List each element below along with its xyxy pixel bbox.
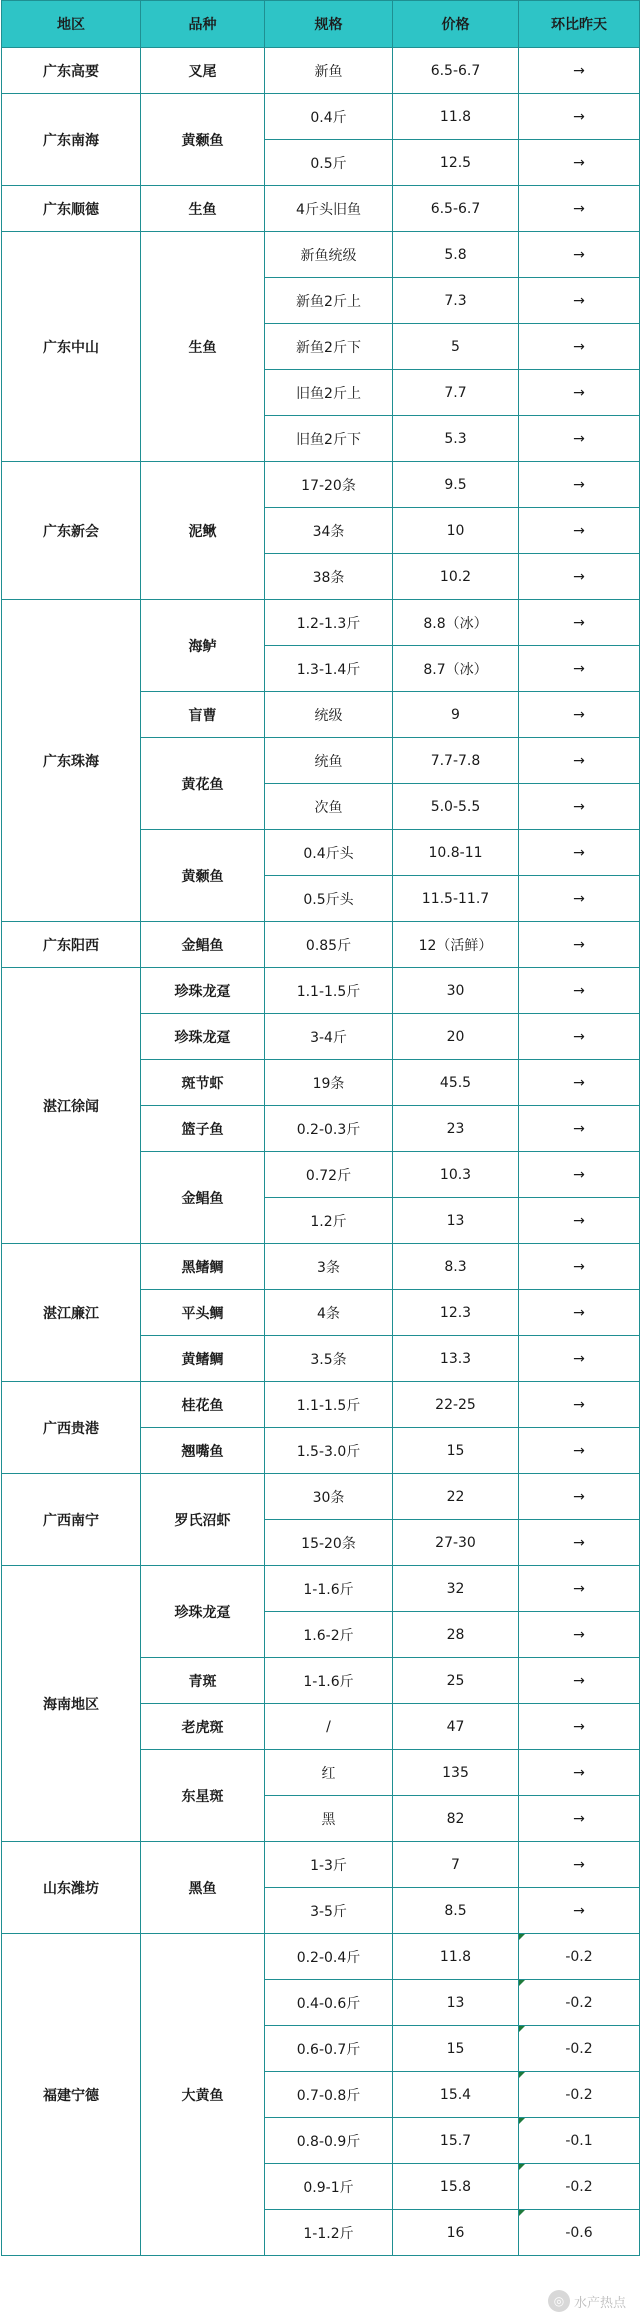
price-cell: 23 (393, 1106, 519, 1152)
species-cell: 黑鱼 (141, 1842, 265, 1934)
table-row (2, 1244, 640, 1290)
price-cell: 11.8 (393, 94, 519, 140)
species-cell: 生鱼 (141, 186, 265, 232)
price-cell: 22 (393, 1474, 519, 1520)
species-cell: 斑节虾 (141, 1060, 265, 1106)
change-cell: → (519, 600, 640, 646)
change-cell: → (519, 48, 640, 94)
price-cell: 7.7-7.8 (393, 738, 519, 784)
species-cell: 叉尾 (141, 48, 265, 94)
change-cell: → (519, 94, 640, 140)
table-row (2, 94, 640, 140)
spec-cell: 0.85斤 (265, 922, 393, 968)
change-cell: → (519, 554, 640, 600)
change-cell: → (519, 1244, 640, 1290)
change-cell: → (519, 1106, 640, 1152)
price-cell: 5.3 (393, 416, 519, 462)
spec-cell: 1.2-1.3斤 (265, 600, 393, 646)
species-cell: 青斑 (141, 1658, 265, 1704)
change-cell: → (519, 1520, 640, 1566)
region-cell: 广东顺德 (2, 186, 141, 232)
spec-cell: 17-20条 (265, 462, 393, 508)
price-cell: 82 (393, 1796, 519, 1842)
price-cell: 135 (393, 1750, 519, 1796)
table-row (2, 1842, 640, 1888)
change-cell: → (519, 324, 640, 370)
species-cell: 罗氏沼虾 (141, 1474, 265, 1566)
species-cell: 生鱼 (141, 232, 265, 462)
change-cell: -0.2 (519, 2164, 640, 2210)
spec-cell: 0.6-0.7斤 (265, 2026, 393, 2072)
region-cell: 海南地区 (2, 1566, 141, 1842)
table-row (2, 968, 640, 1014)
spec-cell: 0.8-0.9斤 (265, 2118, 393, 2164)
price-cell: 5.8 (393, 232, 519, 278)
watermark (548, 2290, 626, 2312)
spec-cell: 3.5条 (265, 1336, 393, 1382)
spec-cell: 0.2-0.4斤 (265, 1934, 393, 1980)
species-cell: 桂花鱼 (141, 1382, 265, 1428)
price-cell: 15.8 (393, 2164, 519, 2210)
species-cell: 珍珠龙趸 (141, 1014, 265, 1060)
price-cell: 12（活鲜） (393, 922, 519, 968)
change-cell: → (519, 1704, 640, 1750)
wechat-icon: ◎ (548, 2290, 570, 2312)
price-cell: 6.5-6.7 (393, 48, 519, 94)
price-cell: 20 (393, 1014, 519, 1060)
price-cell: 5.0-5.5 (393, 784, 519, 830)
spec-cell: 3-4斤 (265, 1014, 393, 1060)
price-cell: 10 (393, 508, 519, 554)
species-cell: 黄颡鱼 (141, 830, 265, 922)
spec-cell: 19条 (265, 1060, 393, 1106)
spec-cell: 旧鱼2斤下 (265, 416, 393, 462)
species-cell: 泥鳅 (141, 462, 265, 600)
price-table (1, 0, 640, 2256)
species-cell: 篮子鱼 (141, 1106, 265, 1152)
spec-cell: 0.2-0.3斤 (265, 1106, 393, 1152)
header-spec: 规格 (265, 1, 393, 48)
change-cell: → (519, 1152, 640, 1198)
table-row (2, 1934, 640, 1980)
header-species: 品种 (141, 1, 265, 48)
change-cell: → (519, 646, 640, 692)
spec-cell: 1.6-2斤 (265, 1612, 393, 1658)
change-cell: → (519, 370, 640, 416)
header-change: 环比昨天 (519, 1, 640, 48)
spec-cell: 新鱼2斤上 (265, 278, 393, 324)
spec-cell: 1.2斤 (265, 1198, 393, 1244)
spec-cell: 3条 (265, 1244, 393, 1290)
region-cell: 广东珠海 (2, 600, 141, 922)
price-cell: 32 (393, 1566, 519, 1612)
region-cell: 广西贵港 (2, 1382, 141, 1474)
spec-cell: 1.1-1.5斤 (265, 968, 393, 1014)
price-cell: 10.3 (393, 1152, 519, 1198)
change-cell: → (519, 830, 640, 876)
price-cell: 7 (393, 1842, 519, 1888)
species-cell: 老虎斑 (141, 1704, 265, 1750)
change-cell: → (519, 508, 640, 554)
change-cell: → (519, 1658, 640, 1704)
species-cell: 金鲳鱼 (141, 922, 265, 968)
price-cell: 12.5 (393, 140, 519, 186)
species-cell: 黄花鱼 (141, 738, 265, 830)
price-cell: 13 (393, 1980, 519, 2026)
price-cell: 8.5 (393, 1888, 519, 1934)
species-cell: 海鲈 (141, 600, 265, 692)
spec-cell: 38条 (265, 554, 393, 600)
header-region: 地区 (2, 1, 141, 48)
price-cell: 13.3 (393, 1336, 519, 1382)
change-cell: → (519, 1382, 640, 1428)
price-cell: 15.4 (393, 2072, 519, 2118)
table-row (2, 48, 640, 94)
price-cell: 10.8-11 (393, 830, 519, 876)
change-cell: → (519, 186, 640, 232)
region-cell: 广西南宁 (2, 1474, 141, 1566)
change-cell: -0.2 (519, 1934, 640, 1980)
price-cell: 8.8（冰） (393, 600, 519, 646)
price-cell: 16 (393, 2210, 519, 2256)
change-cell: -0.2 (519, 2072, 640, 2118)
price-cell: 28 (393, 1612, 519, 1658)
table-row (2, 1474, 640, 1520)
price-cell: 15 (393, 2026, 519, 2072)
price-cell: 45.5 (393, 1060, 519, 1106)
price-cell: 9 (393, 692, 519, 738)
table-row (2, 600, 640, 646)
change-cell: → (519, 968, 640, 1014)
spec-cell: 1.1-1.5斤 (265, 1382, 393, 1428)
price-cell: 6.5-6.7 (393, 186, 519, 232)
price-cell: 8.7（冰） (393, 646, 519, 692)
spec-cell: 1.5-3.0斤 (265, 1428, 393, 1474)
region-cell: 广东中山 (2, 232, 141, 462)
change-cell: → (519, 416, 640, 462)
species-cell: 黄鳍鲷 (141, 1336, 265, 1382)
region-cell: 湛江徐闻 (2, 968, 141, 1244)
watermark-text: 水产热点 (573, 2295, 626, 2311)
change-cell: → (519, 1612, 640, 1658)
change-cell: → (519, 1290, 640, 1336)
species-cell: 大黄鱼 (141, 1934, 265, 2256)
price-cell: 10.2 (393, 554, 519, 600)
change-cell: → (519, 1014, 640, 1060)
species-cell: 珍珠龙趸 (141, 968, 265, 1014)
change-cell: → (519, 1428, 640, 1474)
spec-cell: 0.72斤 (265, 1152, 393, 1198)
change-cell: → (519, 462, 640, 508)
region-cell: 广东阳西 (2, 922, 141, 968)
spec-cell: 1.3-1.4斤 (265, 646, 393, 692)
spec-cell: 30条 (265, 1474, 393, 1520)
price-cell: 13 (393, 1198, 519, 1244)
price-cell: 30 (393, 968, 519, 1014)
price-cell: 5 (393, 324, 519, 370)
price-cell: 15 (393, 1428, 519, 1474)
spec-cell: 0.9-1斤 (265, 2164, 393, 2210)
species-cell: 珍珠龙趸 (141, 1566, 265, 1658)
species-cell: 翘嘴鱼 (141, 1428, 265, 1474)
region-cell: 山东潍坊 (2, 1842, 141, 1934)
spec-cell: 4斤头旧鱼 (265, 186, 393, 232)
table-row (2, 186, 640, 232)
spec-cell: 3-5斤 (265, 1888, 393, 1934)
table-row (2, 462, 640, 508)
price-cell: 9.5 (393, 462, 519, 508)
spec-cell: 统级 (265, 692, 393, 738)
table-row (2, 1566, 640, 1612)
spec-cell: 黑 (265, 1796, 393, 1842)
price-cell: 12.3 (393, 1290, 519, 1336)
species-cell: 平头鲷 (141, 1290, 265, 1336)
change-cell: → (519, 1842, 640, 1888)
table-row (2, 232, 640, 278)
change-cell: → (519, 876, 640, 922)
spec-cell: 新鱼统级 (265, 232, 393, 278)
region-cell: 广东高要 (2, 48, 141, 94)
spec-cell: 0.4斤头 (265, 830, 393, 876)
price-cell: 11.5-11.7 (393, 876, 519, 922)
species-cell: 东星斑 (141, 1750, 265, 1842)
spec-cell: 1-1.2斤 (265, 2210, 393, 2256)
change-cell: → (519, 784, 640, 830)
species-cell: 盲曹 (141, 692, 265, 738)
spec-cell: 0.5斤 (265, 140, 393, 186)
spec-cell: 0.4斤 (265, 94, 393, 140)
change-cell: → (519, 278, 640, 324)
price-cell: 15.7 (393, 2118, 519, 2164)
change-cell: -0.2 (519, 1980, 640, 2026)
change-cell: → (519, 738, 640, 784)
region-cell: 福建宁德 (2, 1934, 141, 2256)
price-cell: 25 (393, 1658, 519, 1704)
table-row (2, 922, 640, 968)
spec-cell: 新鱼2斤下 (265, 324, 393, 370)
price-cell: 27-30 (393, 1520, 519, 1566)
change-cell: → (519, 1060, 640, 1106)
spec-cell: 次鱼 (265, 784, 393, 830)
spec-cell: 旧鱼2斤上 (265, 370, 393, 416)
price-cell: 22-25 (393, 1382, 519, 1428)
region-cell: 广东新会 (2, 462, 141, 600)
species-cell: 黑鳍鲷 (141, 1244, 265, 1290)
region-cell: 湛江廉江 (2, 1244, 141, 1382)
spec-cell: 1-1.6斤 (265, 1566, 393, 1612)
table-body (2, 48, 640, 2256)
price-cell: 47 (393, 1704, 519, 1750)
species-cell: 金鲳鱼 (141, 1152, 265, 1244)
price-cell: 8.3 (393, 1244, 519, 1290)
change-cell: → (519, 692, 640, 738)
header-row (2, 1, 640, 48)
header-price: 价格 (393, 1, 519, 48)
price-cell: 11.8 (393, 1934, 519, 1980)
price-cell: 7.3 (393, 278, 519, 324)
spec-cell: 34条 (265, 508, 393, 554)
spec-cell: 4条 (265, 1290, 393, 1336)
species-cell: 黄颡鱼 (141, 94, 265, 186)
spec-cell: 0.7-0.8斤 (265, 2072, 393, 2118)
spec-cell: 1-3斤 (265, 1842, 393, 1888)
spec-cell: 0.4-0.6斤 (265, 1980, 393, 2026)
spec-cell: 15-20条 (265, 1520, 393, 1566)
table-row (2, 1382, 640, 1428)
price-cell: 7.7 (393, 370, 519, 416)
change-cell: → (519, 232, 640, 278)
spec-cell: 统鱼 (265, 738, 393, 784)
spec-cell: 1-1.6斤 (265, 1658, 393, 1704)
change-cell: → (519, 922, 640, 968)
spec-cell: 0.5斤头 (265, 876, 393, 922)
change-cell: → (519, 1336, 640, 1382)
change-cell: → (519, 1796, 640, 1842)
spec-cell: / (265, 1704, 393, 1750)
change-cell: → (519, 1198, 640, 1244)
change-cell: -0.2 (519, 2026, 640, 2072)
spec-cell: 红 (265, 1750, 393, 1796)
change-cell: -0.6 (519, 2210, 640, 2256)
spec-cell: 新鱼 (265, 48, 393, 94)
change-cell: → (519, 1474, 640, 1520)
change-cell: → (519, 140, 640, 186)
change-cell: → (519, 1566, 640, 1612)
region-cell: 广东南海 (2, 94, 141, 186)
change-cell: → (519, 1888, 640, 1934)
change-cell: -0.1 (519, 2118, 640, 2164)
change-cell: → (519, 1750, 640, 1796)
